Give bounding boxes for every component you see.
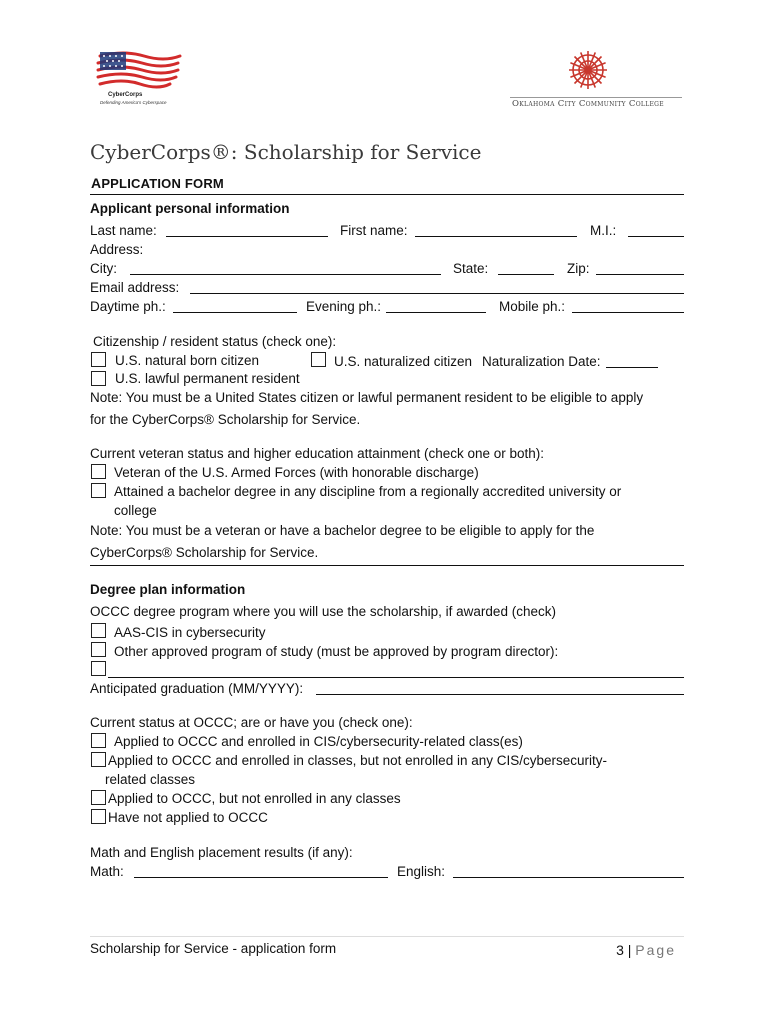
status-option2-checkbox[interactable] (91, 752, 106, 767)
citizenship-prompt: Citizenship / resident status (check one): (93, 334, 337, 349)
math-label: Math: (90, 864, 124, 879)
mi-field[interactable] (628, 236, 684, 237)
veteran-prompt: Current veteran status and higher education attainment (check one or both): (90, 446, 545, 461)
cybercorps-logo-tagline: Defending America's Cyberspace (100, 100, 167, 105)
status-option3-label: Applied to OCCC, but not enrolled in any classes (108, 791, 401, 806)
status-option4-checkbox[interactable] (91, 809, 106, 824)
occc-logo (510, 50, 682, 110)
footer-page-indicator (616, 942, 676, 958)
section-divider (90, 565, 684, 566)
email-label: Email address: (90, 280, 180, 295)
veteran-note-line2: CyberCorps® Scholarship for Service. (90, 545, 319, 560)
mobile-phone-field[interactable] (572, 312, 684, 313)
aas-cis-label: AAS-CIS in cybersecurity (114, 625, 266, 640)
graduation-label: Anticipated graduation (MM/YYYY): (90, 681, 304, 696)
citizenship-note-line1: Note: You must be a United States citizen or lawful permanent resident to be eligible to apply (90, 390, 644, 405)
citizenship-note-line2: for the CyberCorps® Scholarship for Service. (90, 412, 361, 427)
zip-field[interactable] (596, 274, 684, 275)
form-heading-rest: PPLICATION FORM (101, 176, 224, 191)
naturalized-label: U.S. naturalized citizen (334, 354, 473, 369)
city-label: City: (90, 261, 117, 276)
naturalization-date-label: Naturalization Date: (482, 354, 601, 369)
other-program-checkbox[interactable] (91, 642, 106, 657)
cybercorps-logo-name: CyberCorps (108, 92, 143, 98)
occc-logo-name: Oklahoma City Community College (512, 99, 664, 109)
status-option3-checkbox[interactable] (91, 790, 106, 805)
last-name-label: Last name: (90, 223, 157, 238)
flag-icon (94, 48, 184, 92)
header-divider (90, 194, 684, 195)
placement-prompt: Math and English placement results (if any): (90, 845, 353, 860)
aas-cis-checkbox[interactable] (91, 623, 106, 638)
evening-phone-label: Evening ph.: (306, 299, 382, 314)
status-option4-label: Have not applied to OCCC (108, 810, 268, 825)
last-name-field[interactable] (166, 236, 328, 237)
status-option1-checkbox[interactable] (91, 733, 106, 748)
other-program-label: Other approved program of study (must be approved by program director): (114, 644, 559, 659)
natural-born-checkbox[interactable] (91, 352, 106, 367)
form-heading-initial: A (91, 175, 102, 191)
english-field[interactable] (453, 877, 684, 878)
mi-label: M.I.: (590, 223, 617, 238)
first-name-label: First name: (340, 223, 408, 238)
state-field[interactable] (498, 274, 554, 275)
math-field[interactable] (134, 877, 388, 878)
email-field[interactable] (190, 293, 684, 294)
naturalization-date-field[interactable] (606, 367, 658, 368)
natural-born-label: U.S. natural born citizen (115, 353, 260, 368)
section-heading-degree: Degree plan information (90, 582, 246, 597)
veteran-checkbox[interactable] (91, 464, 106, 479)
daytime-phone-label: Daytime ph.: (90, 299, 166, 314)
bachelor-label-line2: college (114, 503, 157, 518)
page-word: Page (635, 942, 676, 958)
footer-divider (90, 936, 684, 937)
mobile-phone-label: Mobile ph.: (499, 299, 566, 314)
bachelor-checkbox[interactable] (91, 483, 106, 498)
naturalized-checkbox[interactable] (311, 352, 326, 367)
address-label: Address: (90, 242, 144, 257)
permanent-resident-checkbox[interactable] (91, 371, 106, 386)
footer-document-title: Scholarship for Service - application form (90, 941, 337, 956)
status-prompt: Current status at OCCC; are or have you (check one): (90, 715, 413, 730)
status-option1-label: Applied to OCCC and enrolled in CIS/cybersecurity-related class(es) (114, 734, 523, 749)
first-name-field[interactable] (415, 236, 577, 237)
veteran-note-line1: Note: You must be a veteran or have a bachelor degree to be eligible to apply for the (90, 523, 595, 538)
status-option2-label-line1: Applied to OCCC and enrolled in classes, but not enrolled in any CIS/cybersecurity- (108, 753, 607, 768)
section-heading-personal: Applicant personal information (90, 201, 290, 216)
permanent-resident-label: U.S. lawful permanent resident (115, 371, 300, 386)
veteran-label: Veteran of the U.S. Armed Forces (with honorable discharge) (114, 465, 479, 480)
city-field[interactable] (130, 274, 441, 275)
zip-label: Zip: (567, 261, 590, 276)
daytime-phone-field[interactable] (173, 312, 297, 313)
page-number: 3 (616, 942, 624, 958)
state-label: State: (453, 261, 489, 276)
status-option2-label-line2: related classes (105, 772, 196, 787)
cybercorps-logo (94, 48, 184, 110)
bachelor-label-line1: Attained a bachelor degree in any discipline from a regionally accredited university or (114, 484, 622, 499)
occc-seal-icon (568, 50, 608, 90)
other-program-specify-checkbox[interactable] (91, 661, 106, 676)
form-heading (91, 175, 224, 191)
other-program-field[interactable] (108, 677, 684, 678)
page-title: CyberCorps®: Scholarship for Service (90, 140, 482, 164)
page-separator: | (627, 942, 632, 958)
evening-phone-field[interactable] (386, 312, 486, 313)
graduation-field[interactable] (316, 694, 684, 695)
degree-prompt: OCCC degree program where you will use the scholarship, if awarded (check) (90, 604, 556, 619)
english-label: English: (397, 864, 446, 879)
